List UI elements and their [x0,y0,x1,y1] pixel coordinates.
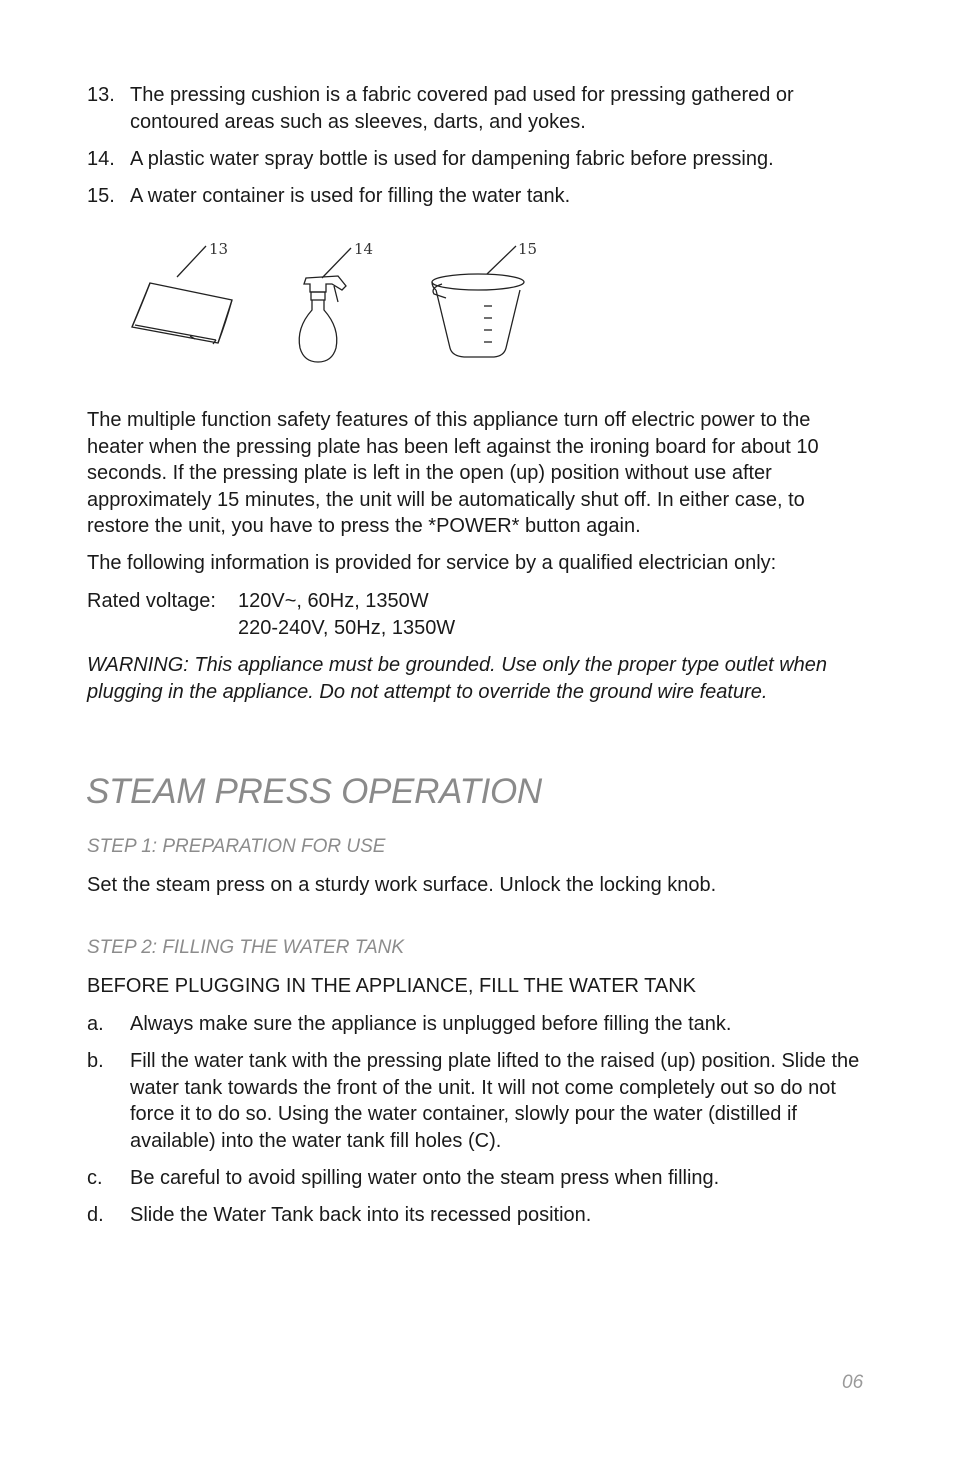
accessories-illustration [120,232,560,372]
list-item [87,82,867,135]
item-text: Fill the water tank with the pressing plate lifted to the raised (up) position. Slide the water tank towards the front of the unit. It will not come completely out so do not force it to do so. Using the water container, slowly pour the water (distilled if available) into the water tank fill holes (C). [130,1050,860,1152]
list-item [87,1202,867,1229]
item-number: 13. [87,84,115,106]
rated-voltage-value: 220-240V, 50Hz, 1350W [238,616,456,639]
warning-paragraph: WARNING: This appliance must be grounded. Use only the proper type outlet when plugging in the appliance. Do not attempt to override the ground wire feature. [87,654,828,703]
figure-label-15: 15 [518,240,538,258]
step2-intro: BEFORE PLUGGING IN THE APPLIANCE, FILL THE WATER TANK [87,975,697,997]
step1-text: Set the steam press on a sturdy work surface. Unlock the locking knob. [87,874,717,896]
item-letter: a. [87,1013,104,1035]
list-item [87,1165,867,1192]
section-title: STEAM PRESS OPERATION [86,772,542,811]
item-number: 14. [87,148,115,170]
safety-paragraph: The multiple function safety features of this appliance turn off electric power to the heater when the pressing plate has been left against the ironing board for about 10 seconds. If the pressing plate is left in the open (up) position without use after approximately 15 minutes, the unit will be automatically shut off. In either case, to restore the unit, you have to press the *POWER* button again. [87,409,819,537]
item-text: A plastic water spray bottle is used for dampening fabric before pressing. [130,148,774,170]
rated-voltage-label: Rated voltage: [87,590,216,612]
measuring-cup-icon [432,246,524,357]
step2-heading: STEP 2: FILLING THE WATER TANK [87,937,405,958]
page-number: 06 [842,1372,864,1393]
list-item [87,146,867,173]
item-text: The pressing cushion is a fabric covered pad used for pressing gathered or contoured areas such as sleeves, darts, and yokes. [130,84,794,133]
service-note: The following information is provided for service by a qualified electrician only: [87,552,777,574]
item-text: Always make sure the appliance is unplugged before filling the tank. [130,1013,732,1035]
step1-heading: STEP 1: PREPARATION FOR USE [87,836,386,857]
figure-label-14: 14 [354,240,374,258]
list-item [87,183,867,210]
item-letter: b. [87,1050,104,1072]
item-letter: d. [87,1204,104,1226]
rated-voltage-values [238,588,455,641]
item-number: 15. [87,185,115,207]
figure-label-13: 13 [209,240,229,258]
pressing-cushion-icon [132,246,232,344]
spray-bottle-icon [299,248,351,362]
list-item [87,1011,867,1038]
item-text: Slide the Water Tank back into its recessed position. [130,1204,592,1226]
item-text: Be careful to avoid spilling water onto the steam press when filling. [130,1167,720,1189]
list-item [87,1048,867,1154]
item-letter: c. [87,1167,103,1189]
item-text: A water container is used for filling the water tank. [130,185,571,207]
rated-voltage-value: 120V~, 60Hz, 1350W [238,590,429,612]
